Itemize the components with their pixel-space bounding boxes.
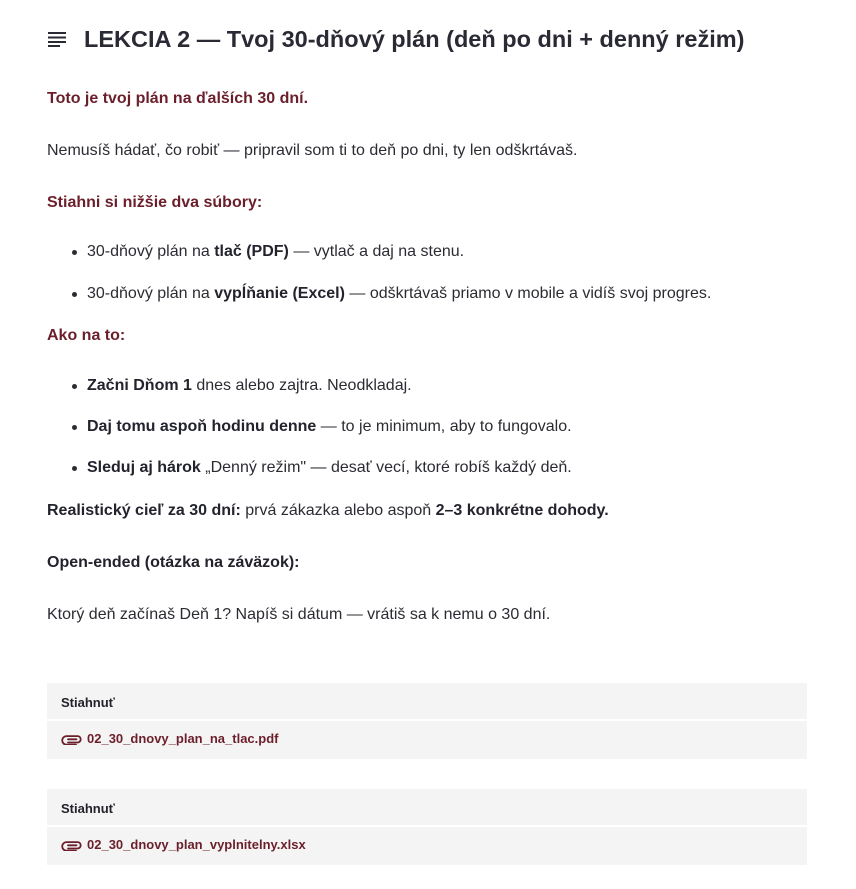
- download-heading: Stiahnuť: [61, 695, 115, 710]
- list-item: 30-dňový plán na tlač (PDF) — vytlač a daj na stenu.: [47, 242, 711, 262]
- list-item: Daj tomu aspoň hodinu denne — to je minimum, aby to fungovalo.: [47, 417, 572, 437]
- goal-label: Realistický cieľ za 30 dní:: [47, 502, 241, 519]
- list-item: Začni Dňom 1 dnes alebo zajtra. Neodkladaj.: [47, 376, 572, 396]
- paperclip-icon: [61, 839, 83, 851]
- menu-icon[interactable]: [48, 31, 66, 47]
- divider: [47, 825, 807, 827]
- lesson-title: LEKCIA 2 — Tvoj 30-dňový plán (deň po dni + denný režim): [84, 25, 745, 52]
- goal-line: [47, 501, 609, 521]
- open-ended-heading: Open-ended (otázka na záväzok):: [47, 554, 300, 571]
- list-item: 30-dňový plán na vypĺňanie (Excel) — odškrtávaš priamo v mobile a vidíš svoj progres.: [47, 284, 711, 304]
- files-heading: Stiahni si nižšie dva súbory:: [47, 194, 263, 211]
- divider: [47, 719, 807, 721]
- goal-text: prvá zákazka alebo aspoň: [240, 502, 436, 519]
- download-heading: Stiahnuť: [61, 801, 115, 816]
- download-box: [47, 789, 807, 865]
- download-link-pdf[interactable]: [61, 731, 278, 746]
- download-link-xlsx[interactable]: [61, 837, 306, 852]
- download-filename[interactable]: 02_30_dnovy_plan_vyplnitelny.xlsx: [87, 837, 306, 852]
- download-box: [47, 683, 807, 759]
- howto-list: [47, 376, 572, 478]
- download-filename[interactable]: 02_30_dnovy_plan_na_tlac.pdf: [87, 731, 279, 746]
- list-item: Sleduj aj hárok „Denný režim" — desať vecí, ktoré robíš každý deň.: [47, 458, 572, 478]
- goal-target: 2–3 konkrétne dohody.: [435, 502, 609, 519]
- lesson-header: [48, 22, 744, 56]
- open-ended-question: Ktorý deň začínaš Deň 1? Napíš si dátum — vrátiš sa k nemu o 30 dní.: [47, 606, 551, 623]
- howto-heading: Ako na to:: [47, 327, 126, 344]
- intro-heading: Toto je tvoj plán na ďalších 30 dní.: [47, 90, 309, 107]
- paperclip-icon: [61, 733, 83, 745]
- intro-text: Nemusíš hádať, čo robiť — pripravil som ti to deň po dni, ty len odškrtávaš.: [47, 142, 578, 159]
- files-list: [47, 242, 711, 304]
